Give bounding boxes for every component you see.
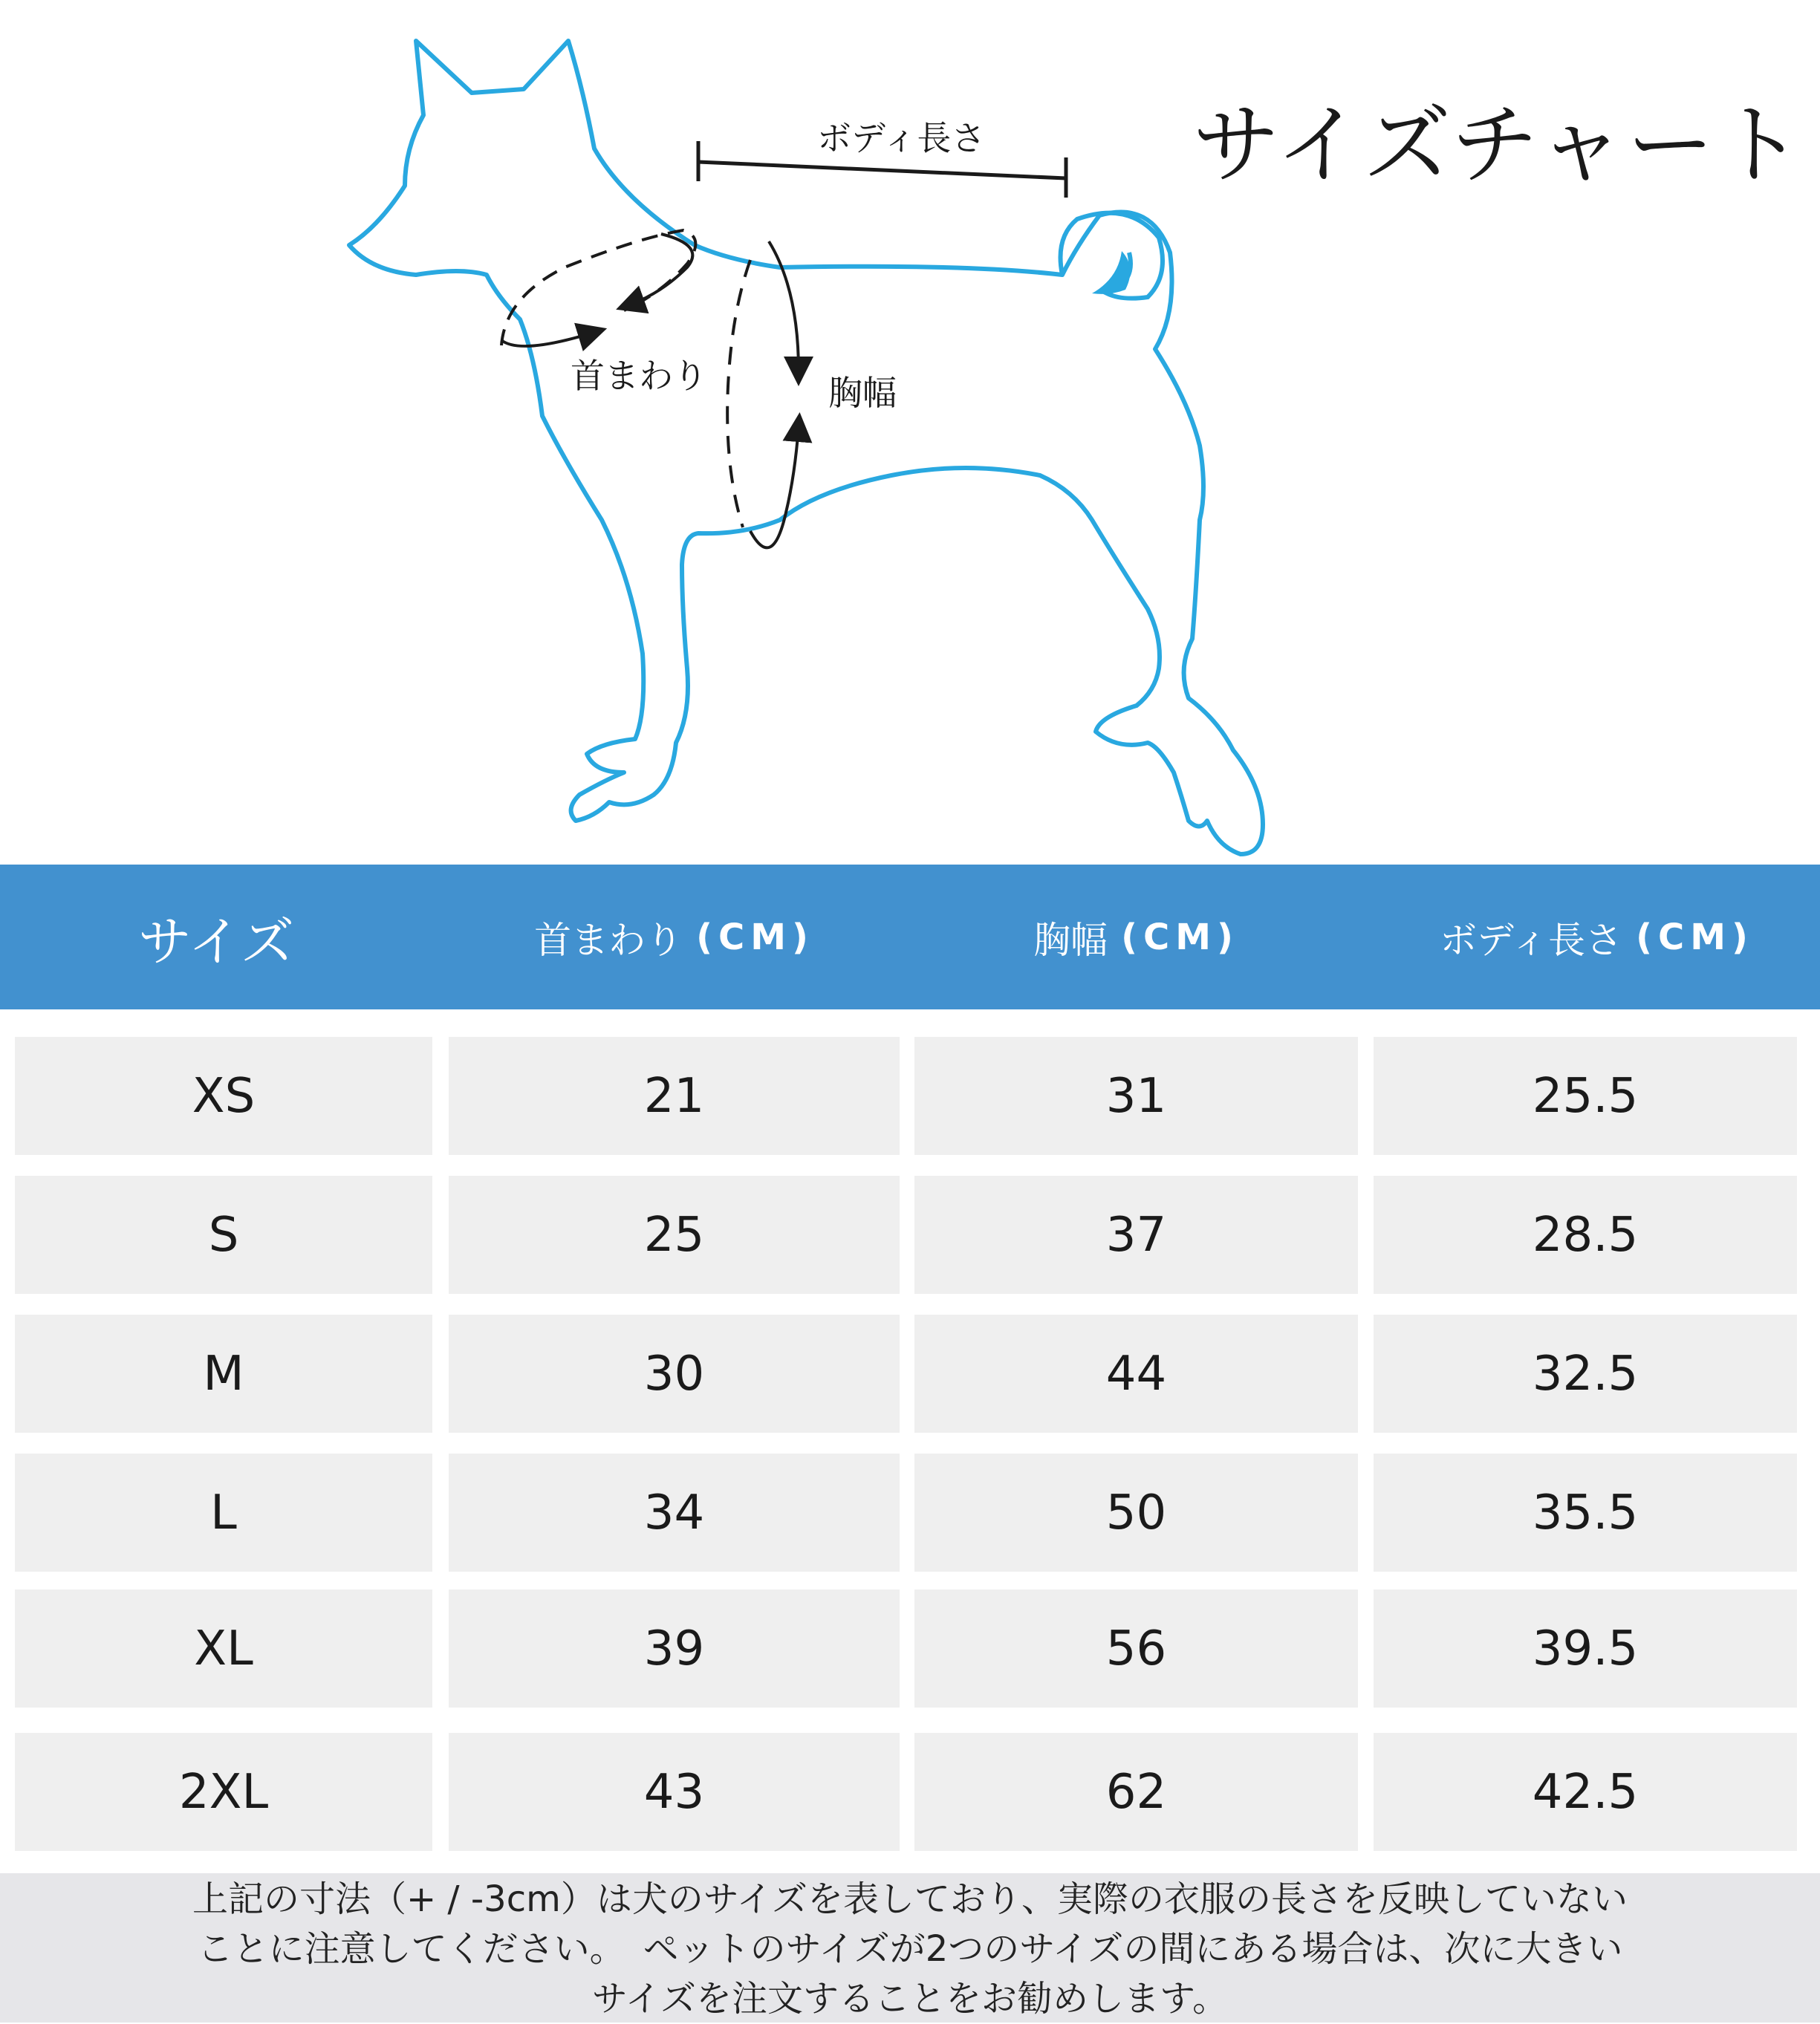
header-neck [449,865,900,1009]
table-row [0,1589,1820,1708]
header-body-length-unit: (CM) [1636,916,1754,958]
table-row [0,1454,1820,1572]
footnote-line-3: サイズを注文することをお勧めします。 [591,1978,1229,2020]
neck-label: 首まわり [571,356,707,396]
body-length-cell: 25.5 [1374,1037,1797,1155]
body-length-bar [698,162,1066,178]
header-body-length-label: ボディ長さ [1440,918,1623,962]
chest-cell: 44 [914,1315,1358,1433]
header-chest-label: 胸幅 [1033,918,1108,962]
neck-cell: 30 [449,1315,900,1433]
chest-arrow-down [769,241,799,371]
table-row [0,1733,1820,1851]
chest-cell: 37 [914,1176,1358,1294]
neck-cell: 39 [449,1589,900,1708]
chest-dashed-loop [727,260,750,527]
body-length-label: ボディ長さ [817,118,986,158]
table-row [0,1315,1820,1433]
neck-cell: 21 [449,1037,900,1155]
size-cell: XS [15,1037,432,1155]
neck-arrow-upper [630,234,692,305]
table-header [0,865,1820,1009]
neck-cell: 25 [449,1176,900,1294]
header-neck-unit: (CM) [696,916,814,958]
header-body-length [1374,865,1820,1009]
body-length-cell: 42.5 [1374,1733,1797,1851]
footnote-line-2: ことに注意してください。 ペットのサイズが2つのサイズの間にある場合は、次に大きい [197,1928,1623,1970]
body-length-cell: 28.5 [1374,1176,1797,1294]
dog-tail-tip [1092,251,1130,294]
body-length-cell: 35.5 [1374,1454,1797,1572]
neck-cell: 43 [449,1733,900,1851]
header-size [0,865,432,1009]
size-cell: 2XL [15,1733,432,1851]
size-cell: XL [15,1589,432,1708]
header-chest [914,865,1358,1009]
neck-arrow-lower [501,333,593,346]
header-neck-label: 首まわり [534,918,683,962]
neck-cell: 34 [449,1454,900,1572]
chest-cell: 31 [914,1037,1358,1155]
body-length-cell: 39.5 [1374,1589,1797,1708]
header-size-label: サイズ [137,910,295,973]
dog-outline [349,41,1263,854]
chest-cell: 62 [914,1733,1358,1851]
chest-cell: 56 [914,1589,1358,1708]
body-length-cell: 32.5 [1374,1315,1797,1433]
neck-dashed-loop [501,230,695,345]
chest-label: 胸幅 [828,373,897,413]
size-cell: L [15,1454,432,1572]
footnote [0,1873,1820,2023]
size-cell: S [15,1176,432,1294]
footnote-line-1: 上記の寸法（+ / -3cm）は犬のサイズを表しており、実際の衣服の長さを反映していない [192,1878,1628,1920]
chest-cell: 50 [914,1454,1358,1572]
chest-arrow-up [750,427,799,547]
table-row [0,1037,1820,1155]
table-row [0,1176,1820,1294]
size-cell: M [15,1315,432,1433]
chart-title: サイズチャート [1192,94,1805,196]
header-chest-unit: (CM) [1121,916,1239,958]
